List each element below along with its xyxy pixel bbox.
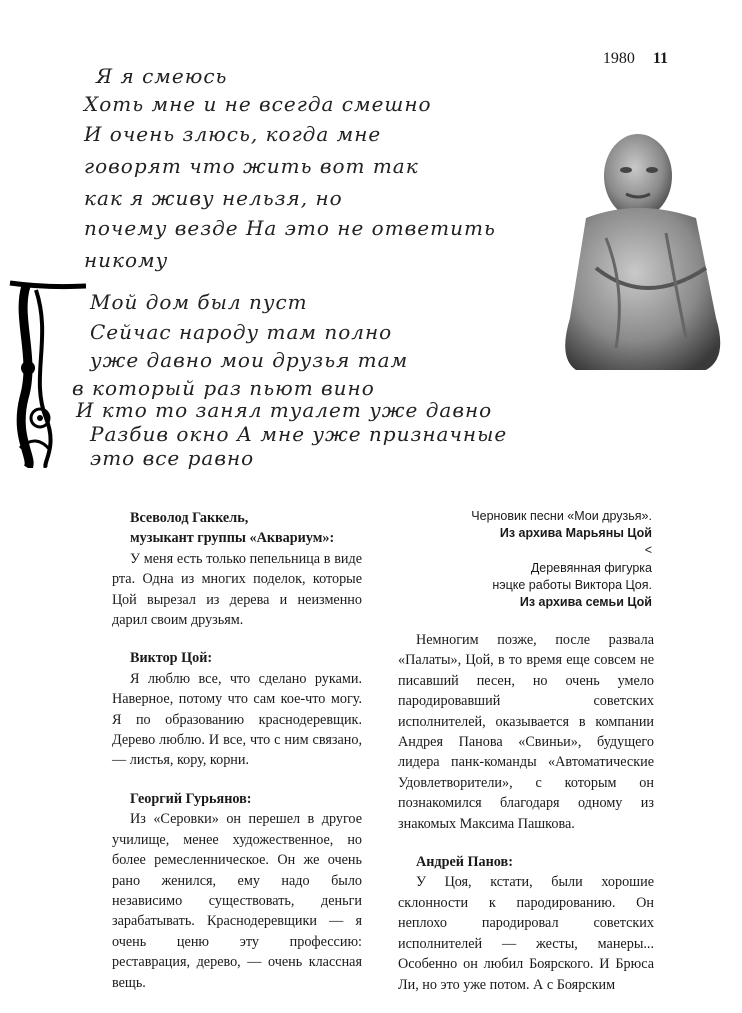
handwritten-line: Мой дом был пуст — [90, 290, 308, 314]
paragraph-text: Немногим позже, после развала «Палаты», Цой, в то время еще совсем не писавший песен, но очень умело пародировавший советских исполнителей, оказывается в компании Андрея Панова «Свиньи», будущего лидера панк-команды «Автоматические Удовлетворители», с которым он познакомился благодаря одному из знакомых Максима Пашкова. — [398, 632, 654, 832]
caption-text: нэцке работы Виктора Цоя. — [492, 578, 652, 592]
handwritten-line: это все равно — [90, 446, 255, 470]
ornament-drawing — [6, 58, 86, 468]
handwritten-line: Разбив окно А мне уже призначные — [90, 422, 508, 446]
handwritten-line: как я живу нельзя, но — [84, 186, 343, 210]
quote-block — [112, 648, 362, 770]
handwritten-line: никому — [84, 248, 169, 272]
handwritten-line: в который раз пьют вино — [72, 376, 375, 400]
draft-caption — [420, 508, 652, 559]
speaker-name: Георгий Гурьянов: — [130, 790, 252, 807]
caption-pointer: < — [644, 543, 652, 557]
speaker-name: Виктор Цой: — [130, 650, 213, 667]
wooden-netsuke-figurine-photo — [556, 118, 732, 378]
quote-text: Я люблю все, что сделано руками. Наверное, потому что сам кое-что могу. Я по образованию краснодеревщик. Дерево люблю. И все, что с ним связано, — листья, кору, корни. — [112, 670, 362, 769]
page-number: 11 — [652, 50, 668, 67]
speaker-role: музыкант группы «Аквариум»: — [130, 530, 335, 547]
handwritten-line: Хоть мне и не всегда смешно — [84, 92, 432, 116]
handwritten-line: уже давно мои друзья там — [90, 348, 409, 372]
page-header — [603, 50, 668, 68]
quote-block — [398, 852, 654, 995]
caption-text: Черновик песни «Мои друзья». — [471, 509, 652, 523]
quote-text: У Цоя, кстати, были хорошие склонности к пародированию. Он неплохо пародировал советских исполнителей — жесты, манеры... Особенно он любил Боярского. И Брюса Ли, но это уже потом. А с Боярским — [398, 874, 654, 993]
speaker-name: Андрей Панов: — [416, 854, 513, 871]
handwritten-line: говорят что жить вот так — [84, 154, 419, 178]
quote-text: У меня есть только пепельница в виде рта. Одна из многих поделок, которые Цой вырезал из дерева и неизменно дарил своим друзьям. — [112, 550, 362, 629]
handwritten-line: И кто то занял туалет уже давно — [76, 398, 493, 422]
handwritten-line: почему везде На это не ответить — [84, 216, 496, 240]
song-draft-manuscript — [6, 58, 566, 468]
left-text-column — [112, 508, 362, 1011]
quote-block — [112, 789, 362, 993]
header-year: 1980 — [602, 50, 635, 67]
handwritten-line: Я я смеюсь — [96, 64, 228, 88]
right-text-column — [398, 630, 654, 1013]
caption-text: Деревянная фигурка — [530, 561, 652, 575]
speaker-name: Всеволод Гаккель, — [130, 510, 249, 526]
handwritten-line: Сейчас народу там полно — [90, 320, 393, 344]
narrative-paragraph — [398, 630, 654, 834]
caption-source: Из архива Марьяны Цой — [499, 526, 652, 540]
quote-block — [112, 508, 362, 630]
quote-text: Из «Серовки» он перешел в другое училище, менее художественное, но более ремесленническое. Он же очень рано женился, ему надо было независимо существовать, деньги зарабатывать. Краснодеревщики — я очень ценю эту профессию: реставрация, дерево, — очень классная вещь. — [112, 811, 362, 991]
figurine-caption — [420, 560, 652, 611]
caption-source: Из архива семьи Цой — [519, 595, 652, 609]
handwritten-line: И очень злюсь, когда мне — [84, 122, 382, 146]
